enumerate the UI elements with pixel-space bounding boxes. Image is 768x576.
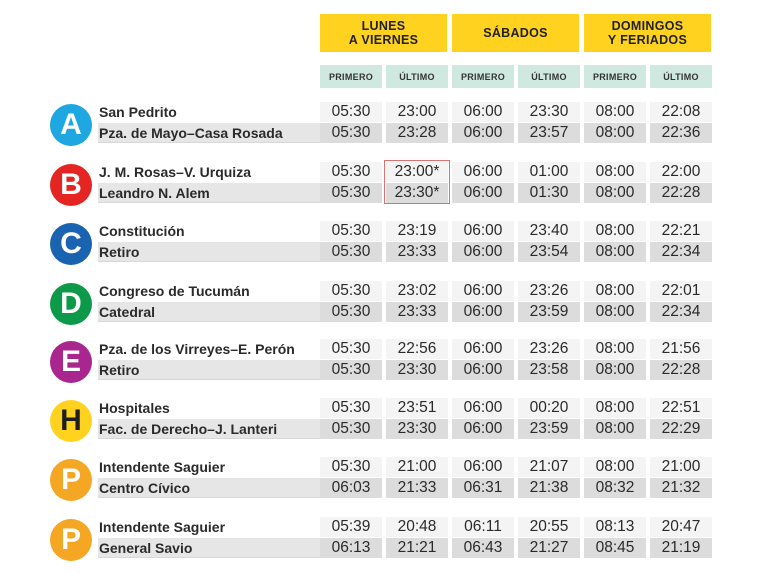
time-cell: 08:13 bbox=[584, 517, 646, 537]
time-cell: 20:47 bbox=[650, 517, 712, 537]
time-cell: 23:26 bbox=[518, 281, 580, 301]
line-d-badge-icon: D bbox=[50, 283, 92, 325]
time-cell: 23:00 bbox=[386, 102, 448, 122]
station-name: Congreso de Tucumán bbox=[98, 281, 365, 301]
station-name: Pza. de Mayo–Casa Rosada bbox=[98, 123, 365, 143]
time-cell: 05:30 bbox=[320, 162, 382, 182]
time-cell: 21:33 bbox=[386, 478, 448, 498]
group-header-0: LUNES A VIERNES bbox=[320, 14, 447, 52]
time-cell: 06:00 bbox=[452, 360, 514, 380]
time-cell: 22:28 bbox=[650, 360, 712, 380]
line-b-badge-icon: B bbox=[50, 164, 92, 206]
time-cell: 05:30 bbox=[320, 339, 382, 359]
time-cell: 06:11 bbox=[452, 517, 514, 537]
time-cell: 22:01 bbox=[650, 281, 712, 301]
time-cell: 21:21 bbox=[386, 538, 448, 558]
station-name: Leandro N. Alem bbox=[98, 183, 365, 203]
line-row-c bbox=[46, 221, 716, 265]
time-cell: 22:51 bbox=[650, 398, 712, 418]
line-e-badge-icon: E bbox=[50, 341, 92, 383]
time-cell: 06:00 bbox=[452, 419, 514, 439]
time-cell: 05:30 bbox=[320, 221, 382, 241]
time-cell: 06:00 bbox=[452, 339, 514, 359]
time-cell: 08:00 bbox=[584, 123, 646, 143]
time-cell: 08:00 bbox=[584, 360, 646, 380]
time-cell: 05:30 bbox=[320, 302, 382, 322]
station-name: J. M. Rosas–V. Urquiza bbox=[98, 162, 365, 182]
line-c-badge-icon: C bbox=[50, 223, 92, 265]
time-cell: 06:31 bbox=[452, 478, 514, 498]
time-cell: 23:59 bbox=[518, 302, 580, 322]
time-cell: 05:30 bbox=[320, 242, 382, 262]
time-cell: 22:36 bbox=[650, 123, 712, 143]
station-name: San Pedrito bbox=[98, 102, 365, 122]
time-cell: 22:08 bbox=[650, 102, 712, 122]
line-row-h bbox=[46, 398, 716, 442]
time-cell: 06:43 bbox=[452, 538, 514, 558]
time-cell: 08:45 bbox=[584, 538, 646, 558]
time-cell: 21:07 bbox=[518, 457, 580, 477]
time-cell: 05:30 bbox=[320, 102, 382, 122]
time-cell: 22:56 bbox=[386, 339, 448, 359]
time-cell: 21:32 bbox=[650, 478, 712, 498]
time-cell: 21:00 bbox=[650, 457, 712, 477]
station-name: General Savio bbox=[98, 538, 365, 558]
time-cell: 08:00 bbox=[584, 242, 646, 262]
station-name: Constitución bbox=[98, 221, 365, 241]
time-cell: 22:21 bbox=[650, 221, 712, 241]
station-name: Retiro bbox=[98, 360, 365, 380]
time-cell: 08:00 bbox=[584, 102, 646, 122]
time-cell: 05:30 bbox=[320, 398, 382, 418]
time-cell: 23:30 bbox=[386, 360, 448, 380]
station-name: Intendente Saguier bbox=[98, 457, 365, 477]
time-cell: 06:00 bbox=[452, 162, 514, 182]
line-row-e bbox=[46, 339, 716, 383]
line-row-p bbox=[46, 457, 716, 501]
station-name: Fac. de Derecho–J. Lanteri bbox=[98, 419, 365, 439]
station-name: Intendente Saguier bbox=[98, 517, 365, 537]
time-cell: 05:39 bbox=[320, 517, 382, 537]
time-cell: 06:00 bbox=[452, 398, 514, 418]
time-cell: 21:38 bbox=[518, 478, 580, 498]
line-a-badge-icon: A bbox=[50, 104, 92, 146]
time-cell: 23:40 bbox=[518, 221, 580, 241]
line-p-badge-icon: P bbox=[50, 519, 92, 561]
time-cell: 06:03 bbox=[320, 478, 382, 498]
column-header-primero: PRIMERO bbox=[584, 65, 646, 88]
column-header-primero: PRIMERO bbox=[452, 65, 514, 88]
time-cell: 23:30 bbox=[518, 102, 580, 122]
time-cell: 06:00 bbox=[452, 242, 514, 262]
line-p-badge-icon: P bbox=[50, 459, 92, 501]
time-cell: 06:00 bbox=[452, 221, 514, 241]
line-row-p bbox=[46, 517, 716, 561]
column-header-ultimo: ÚLTIMO bbox=[650, 65, 712, 88]
station-name: Hospitales bbox=[98, 398, 365, 418]
column-header-primero: PRIMERO bbox=[320, 65, 382, 88]
time-cell: 05:30 bbox=[320, 419, 382, 439]
time-cell: 21:27 bbox=[518, 538, 580, 558]
time-cell: 23:59 bbox=[518, 419, 580, 439]
time-cell: 22:29 bbox=[650, 419, 712, 439]
time-cell: 05:30 bbox=[320, 183, 382, 203]
time-cell: 06:00 bbox=[452, 123, 514, 143]
time-cell: 08:00 bbox=[584, 419, 646, 439]
time-cell: 08:32 bbox=[584, 478, 646, 498]
column-header-ultimo: ÚLTIMO bbox=[386, 65, 448, 88]
time-cell: 22:34 bbox=[650, 302, 712, 322]
time-cell: 23:26 bbox=[518, 339, 580, 359]
time-cell: 23:54 bbox=[518, 242, 580, 262]
station-name: Centro Cívico bbox=[98, 478, 365, 498]
time-cell: 05:30 bbox=[320, 123, 382, 143]
line-row-d bbox=[46, 281, 716, 325]
time-cell: 06:00 bbox=[452, 302, 514, 322]
time-cell: 08:00 bbox=[584, 457, 646, 477]
time-cell: 23:33 bbox=[386, 302, 448, 322]
station-name: Catedral bbox=[98, 302, 365, 322]
time-cell: 06:00 bbox=[452, 457, 514, 477]
time-cell: 08:00 bbox=[584, 183, 646, 203]
time-cell: 08:00 bbox=[584, 281, 646, 301]
line-h-badge-icon: H bbox=[50, 400, 92, 442]
time-cell: 23:58 bbox=[518, 360, 580, 380]
time-cell: 05:30 bbox=[320, 457, 382, 477]
time-cell: 00:20 bbox=[518, 398, 580, 418]
time-cell: 08:00 bbox=[584, 221, 646, 241]
time-cell: 23:28 bbox=[386, 123, 448, 143]
time-cell: 08:00 bbox=[584, 398, 646, 418]
time-cell: 20:48 bbox=[386, 517, 448, 537]
time-cell: 23:02 bbox=[386, 281, 448, 301]
time-cell: 08:00 bbox=[584, 339, 646, 359]
time-cell: 08:00 bbox=[584, 302, 646, 322]
group-header-1: SÁBADOS bbox=[452, 14, 579, 52]
line-row-b bbox=[46, 162, 716, 206]
time-cell: 23:33 bbox=[386, 242, 448, 262]
time-cell: 08:00 bbox=[584, 162, 646, 182]
time-cell: 20:55 bbox=[518, 517, 580, 537]
time-cell: 21:00 bbox=[386, 457, 448, 477]
station-name: Pza. de los Virreyes–E. Perón bbox=[98, 339, 365, 359]
time-cell: 23:30* bbox=[386, 183, 448, 203]
time-cell: 23:30 bbox=[386, 419, 448, 439]
time-cell: 06:13 bbox=[320, 538, 382, 558]
time-cell: 23:57 bbox=[518, 123, 580, 143]
time-cell: 22:00 bbox=[650, 162, 712, 182]
line-row-a bbox=[46, 102, 716, 146]
time-cell: 01:00 bbox=[518, 162, 580, 182]
group-header-2: DOMINGOS Y FERIADOS bbox=[584, 14, 711, 52]
time-cell: 06:00 bbox=[452, 102, 514, 122]
time-cell: 01:30 bbox=[518, 183, 580, 203]
time-cell: 23:00* bbox=[386, 162, 448, 182]
time-cell: 05:30 bbox=[320, 281, 382, 301]
station-name: Retiro bbox=[98, 242, 365, 262]
time-cell: 22:28 bbox=[650, 183, 712, 203]
time-cell: 23:19 bbox=[386, 221, 448, 241]
column-header-ultimo: ÚLTIMO bbox=[518, 65, 580, 88]
time-cell: 23:51 bbox=[386, 398, 448, 418]
time-cell: 21:19 bbox=[650, 538, 712, 558]
time-cell: 21:56 bbox=[650, 339, 712, 359]
time-cell: 06:00 bbox=[452, 183, 514, 203]
time-cell: 05:30 bbox=[320, 360, 382, 380]
time-cell: 22:34 bbox=[650, 242, 712, 262]
time-cell: 06:00 bbox=[452, 281, 514, 301]
